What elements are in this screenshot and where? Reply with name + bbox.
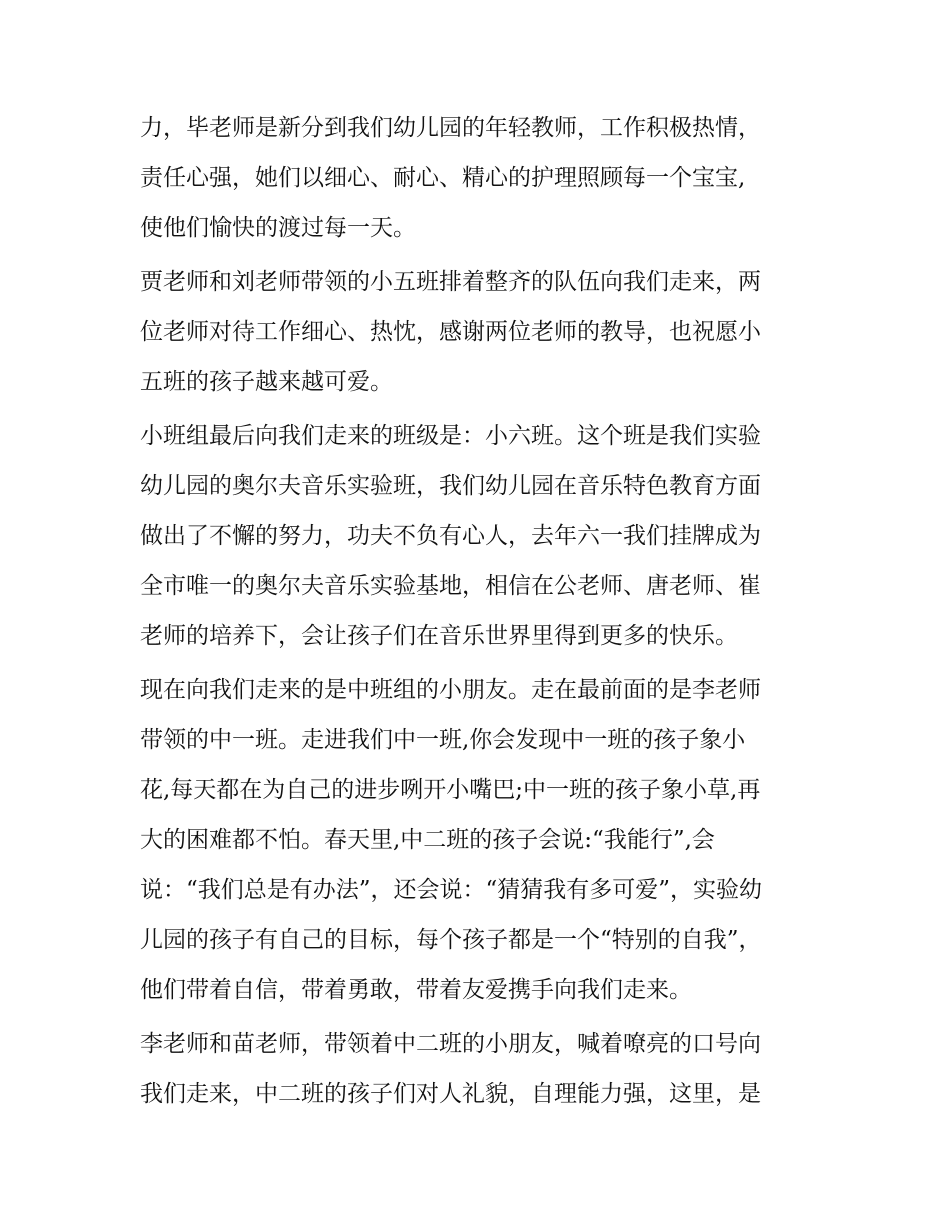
text-line-14: 花,每天都在为自己的进步咧开小嘴巴;中一班的孩子象小草,再	[140, 777, 761, 803]
text-line-16: 说：“我们总是有办法”，还会说：“猜猜我有多可爱”，实验幼	[140, 877, 763, 903]
text-line-8: 幼儿园的奥尔夫音乐实验班，我们幼儿园在音乐特色教育方面	[140, 473, 761, 499]
text-line-18: 他们带着自信，带着勇敢，带着友爱携手向我们走来。	[140, 977, 692, 1003]
text-line-12: 现在向我们走来的是中班组的小朋友。走在最前面的是李老师	[140, 677, 761, 703]
text-line-3: 使他们愉快的渡过每一天。	[140, 215, 416, 241]
text-line-4: 贾老师和刘老师带领的小五班排着整齐的队伍向我们走来，两	[140, 269, 761, 295]
text-line-7: 小班组最后向我们走来的班级是：小六班。这个班是我们实验	[140, 423, 761, 449]
text-line-5: 位老师对待工作细心、热忱，感谢两位老师的教导，也祝愿小	[140, 319, 761, 345]
text-line-19: 李老师和苗老师，带领着中二班的小朋友，喊着嘹亮的口号向	[140, 1031, 761, 1057]
text-line-13: 带领的中一班。走进我们中一班,你会发现中一班的孩子象小	[140, 727, 746, 753]
text-line-20: 我们走来，中二班的孩子们对人礼貌，自理能力强，这里，是	[140, 1081, 761, 1107]
text-line-1: 力，毕老师是新分到我们幼儿园的年轻教师，工作积极热情，	[140, 115, 761, 141]
text-line-10: 全市唯一的奥尔夫音乐实验基地，相信在公老师、唐老师、崔	[140, 573, 761, 599]
text-line-2: 责任心强，她们以细心、耐心、精心的护理照顾每一个宝宝,	[140, 165, 746, 191]
text-line-15: 大的困难都不怕。春天里,中二班的孩子会说:“我能行”,会	[140, 827, 715, 853]
text-line-6: 五班的孩子越来越可爱。	[140, 369, 393, 395]
text-line-9: 做出了不懈的努力，功夫不负有心人，去年六一我们挂牌成为	[140, 523, 761, 549]
text-line-11: 老师的培养下，会让孩子们在音乐世界里得到更多的快乐。	[140, 623, 738, 649]
text-line-17: 儿园的孩子有自己的目标，每个孩子都是一个“特别的自我”，	[140, 927, 762, 953]
